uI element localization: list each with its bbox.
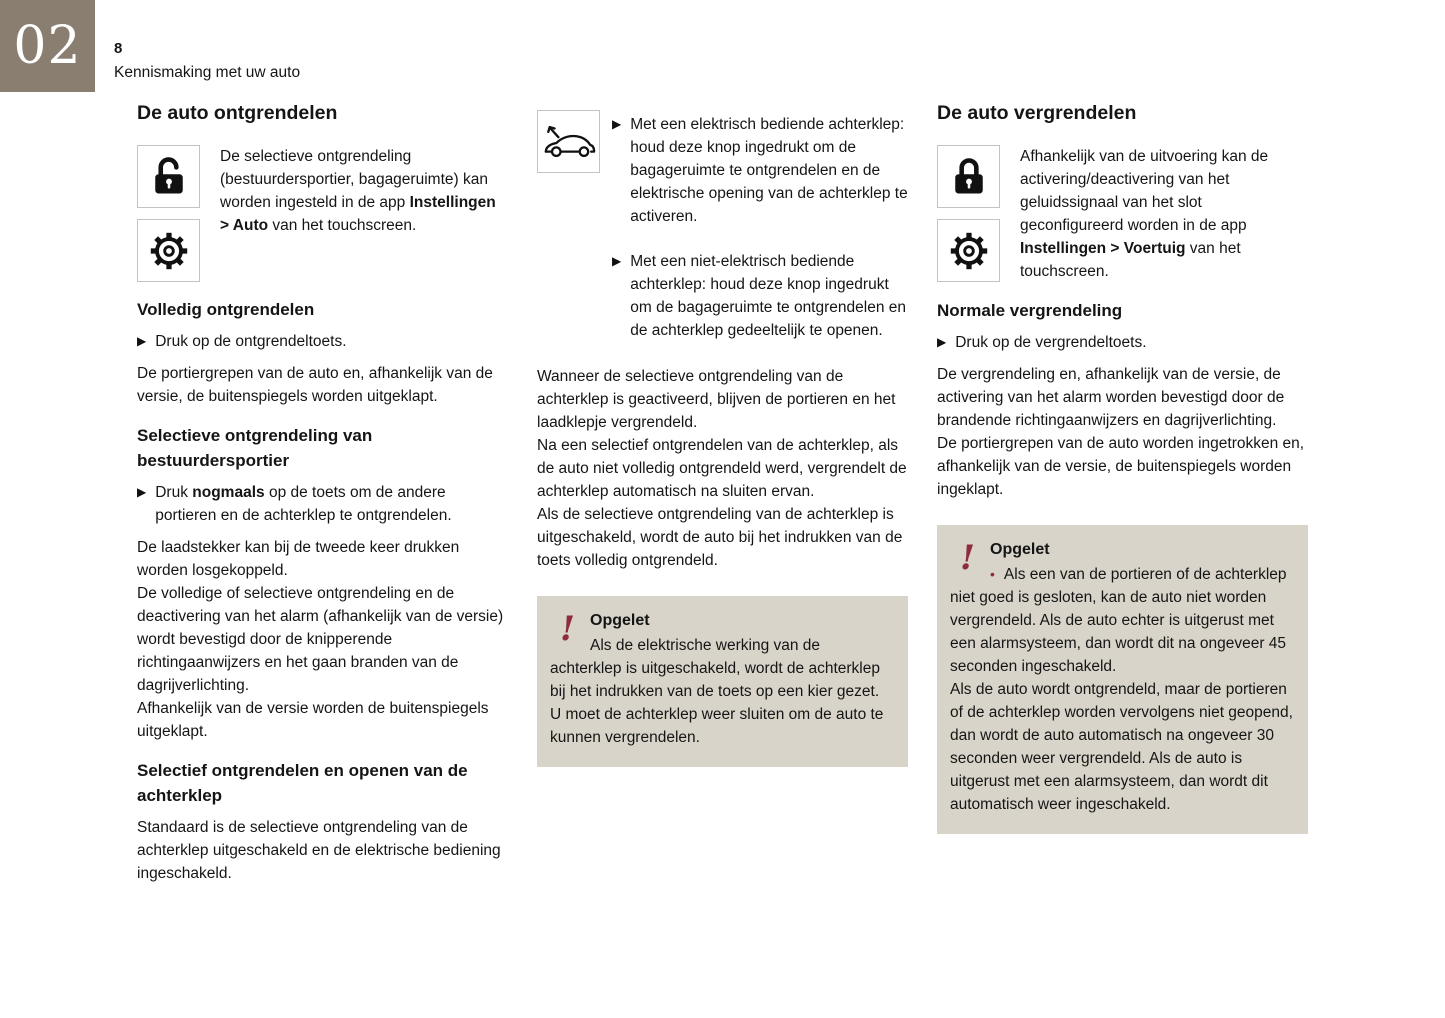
column-unlock bbox=[137, 100, 508, 885]
warning-exclamation-icon: ! bbox=[960, 538, 975, 578]
subheading-selective-tailgate: Selectief ontgrendelen en openen van de achterklep bbox=[137, 761, 468, 805]
chapter-title: Kennismaking met uw auto bbox=[114, 64, 301, 81]
warning-para-close-again: U moet de achterklep weer sluiten om de auto te kunnen vergrendelen. bbox=[550, 706, 884, 746]
arrow-bullet-icon: ▶ bbox=[137, 485, 147, 499]
arrow-bullet-icon: ▶ bbox=[137, 334, 147, 348]
unlock-icon-row bbox=[137, 145, 508, 282]
content-columns bbox=[137, 100, 1308, 885]
bullet-press-again bbox=[137, 481, 508, 527]
bullet-unlock-button bbox=[137, 330, 508, 353]
press-again-post: op de toets om de andere portieren en de achterklep te ontgrendelen. bbox=[155, 484, 452, 524]
bullet-lock-button-text: Druk op de vergrendeltoets. bbox=[955, 334, 1147, 351]
chapter-badge bbox=[0, 0, 95, 92]
bullet-electric-tailgate bbox=[612, 113, 908, 228]
car-tailgate-open-icon bbox=[537, 110, 600, 173]
bullet-press-again-text bbox=[155, 481, 508, 527]
para-lock-confirmation: De vergrendeling en, afhankelijk van de versie, de activering van het alarm worden bevestigd door de brandende richtingaanwijzers en dagrijverlichting. bbox=[937, 366, 1285, 429]
column-lock bbox=[937, 100, 1308, 885]
lock-icon-stack bbox=[937, 145, 1000, 283]
para-door-handles-out: De portiergrepen van de auto en, afhankelijk van de versie, de buitenspiegels worden uitgeklapt. bbox=[137, 365, 493, 405]
padlock-closed-icon bbox=[937, 145, 1000, 208]
warning-title: Opgelet bbox=[990, 541, 1050, 558]
tailgate-paragraphs bbox=[537, 365, 908, 572]
para-mirrors-unfold: Afhankelijk van de versie worden de buitenspiegels uitgeklapt. bbox=[137, 700, 489, 740]
tailgate-icon-row bbox=[537, 110, 908, 351]
para-selective-active: Wanneer de selectieve ontgrendeling van de achterklep is geactiveerd, blijven de portieren en het laadklepje vergrendeld. bbox=[537, 368, 896, 431]
section-heading-lock: De auto vergrendelen bbox=[937, 102, 1137, 124]
bullet-unlock-button-text: Druk op de ontgrendeltoets. bbox=[155, 333, 347, 350]
unlock-intro-bold: Instellingen > Auto bbox=[220, 194, 496, 234]
lock-intro-pre: Afhankelijk van de uitvoering kan de activering/deactivering van het geluidssignaal van het slot geconfigureerd worden in de app bbox=[1020, 148, 1269, 234]
arrow-bullet-icon: ▶ bbox=[937, 335, 947, 349]
press-again-pre: Druk bbox=[155, 484, 193, 501]
bullet-lock-button bbox=[937, 331, 1308, 354]
warning-para-not-closed bbox=[950, 563, 1293, 678]
column-tailgate bbox=[537, 100, 908, 885]
para-charging-plug: De laadstekker kan bij de tweede keer drukken worden losgekoppeld. bbox=[137, 539, 460, 579]
warning-para-not-closed-text: Als een van de portieren of de achterklep niet goed is gesloten, kan de auto niet worden vergrendeld. Als de auto echter is uitgerust met een alarmsysteem, dan wordt dit na ongeveer 45 seconden ingeschakeld. bbox=[950, 566, 1287, 675]
subheading-full-unlock: Volledig ontgrendelen bbox=[137, 300, 315, 319]
padlock-open-icon bbox=[137, 145, 200, 208]
section-heading-unlock: De auto ontgrendelen bbox=[137, 102, 338, 124]
para-auto-relock: Na een selectief ontgrendelen van de achterklep, als de auto niet volledig ontgrendeld werd, vergrendelt de achterklep automatisch na sluiten ervan. bbox=[537, 437, 907, 500]
unlock-intro bbox=[220, 145, 508, 282]
tailgate-bullet-list bbox=[612, 110, 908, 351]
lock-icon-row bbox=[937, 145, 1308, 283]
unlock-intro-post: van het touchscreen. bbox=[268, 217, 417, 234]
lock-intro-post: van het touchscreen. bbox=[1020, 240, 1241, 280]
warning-para-ajar: Als de elektrische werking van de achterklep is uitgeschakeld, wordt de achterklep bij het indrukken van de toets op een kier gezet. bbox=[550, 637, 880, 700]
list-bullet-icon: • bbox=[990, 566, 995, 582]
para-selective-disabled: Als de selectieve ontgrendeling van de achterklep is uitgeschakeld, wordt de auto bij het indrukken van de toets volledig ontgrendeld. bbox=[537, 506, 903, 569]
chapter-number: 02 bbox=[13, 16, 82, 76]
subheading-selective-unlock: Selectieve ontgrendeling van bestuurdersportier bbox=[137, 426, 373, 470]
warning-box-lock bbox=[937, 525, 1308, 834]
gear-icon bbox=[937, 219, 1000, 282]
subheading-normal-lock: Normale vergrendeling bbox=[937, 301, 1123, 320]
unlock-intro-pre: De selectieve ontgrendeling (bestuurdersportier, bagageruimte) kan worden ingesteld in de app bbox=[220, 148, 488, 211]
warning-box-tailgate bbox=[537, 596, 908, 767]
warning-exclamation-icon: ! bbox=[560, 609, 575, 649]
para-tailgate-default: Standaard is de selectieve ontgrendeling van de achterklep uitgeschakeld en de elektrische bediening ingeschakeld. bbox=[137, 819, 501, 882]
page-number: 8 bbox=[114, 40, 123, 57]
bullet-electric-tailgate-text: Met een elektrisch bediende achterklep: houd deze knop ingedrukt om de bagageruimte te ontgrendelen en de elektrische opening van de achterklep te activeren. bbox=[630, 116, 908, 225]
bullet-non-electric-tailgate-text: Met een niet-elektrisch bediende achterklep: houd deze knop ingedrukt om de bagageruimte te ontgrendelen en de achterklep gedeeltelijk te openen. bbox=[630, 253, 906, 339]
lock-intro-bold: Instellingen > Voertuig bbox=[1020, 240, 1186, 257]
arrow-bullet-icon: ▶ bbox=[612, 117, 622, 131]
gear-icon bbox=[137, 219, 200, 282]
unlock-icon-stack bbox=[137, 145, 200, 282]
lock-intro bbox=[1020, 145, 1308, 283]
warning-title: Opgelet bbox=[590, 612, 650, 629]
para-handles-retract: De portiergrepen van de auto worden ingetrokken en, afhankelijk van de versie, de buitenspiegels worden ingeklapt. bbox=[937, 435, 1305, 498]
press-again-bold: nogmaals bbox=[192, 484, 265, 501]
page-header bbox=[114, 40, 300, 82]
warning-para-auto-relock: Als de auto wordt ontgrendeld, maar de portieren of de achterklep worden vervolgens niet geopend, dan wordt de auto automatisch na ongeveer 30 seconden weer vergrendeld. Als de auto is uitgerust met een alarmsysteem, dan wordt dit automatisch weer ingeschakeld. bbox=[950, 681, 1293, 813]
para-alarm-confirmation: De volledige of selectieve ontgrendeling en de deactivering van het alarm (afhankelijk van de versie) wordt bevestigd door de knipperende richtingaanwijzers en het gaan branden van de dagrijverlichting. bbox=[137, 585, 504, 694]
arrow-bullet-icon: ▶ bbox=[612, 254, 622, 268]
bullet-non-electric-tailgate bbox=[612, 250, 908, 342]
